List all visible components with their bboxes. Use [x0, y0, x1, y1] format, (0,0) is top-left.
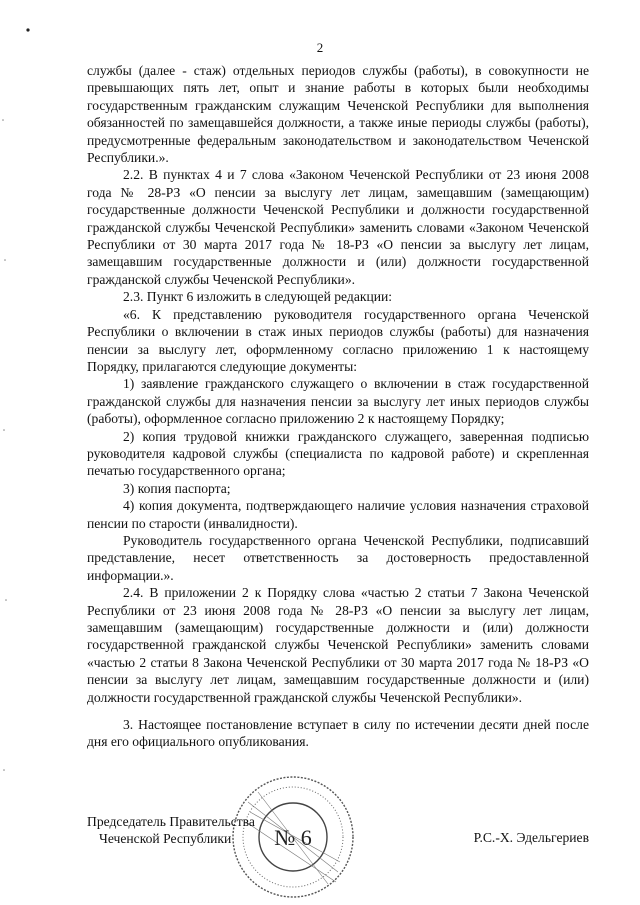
paragraph: 2.2. В пунктах 4 и 7 слова «Законом Чеченской Республики от 23 июня 2008 года № 28-РЗ «О пенсии за выслугу лет лицам, замещавшим (замещающим) государственные должности Чеченской Республики и должности государственной гражданской службы Чеченской Республики» заменить словами «Законом Чеченской Республики от 30 марта 2017 года № 18-РЗ «О пенсии за выслугу лет лицам, замещавшим государственные должности и (или) должности государственной гражданской службы Чеченской Республики».: [87, 167, 589, 287]
paragraph: 1) заявление гражданского служащего о включении в стаж государственной гражданской службы для назначения пенсии за выслугу лет иных периодов службы (работы), оформленное согласно приложению 2 к настоящему Порядку;: [87, 376, 589, 427]
paragraph: 3) копия паспорта;: [123, 480, 231, 496]
paragraph: Руководитель государственного органа Чеченской Республики, подписавший представление, несет ответственность за достоверность предоставленной информации.».: [87, 532, 589, 583]
paragraph: «6. К представлению руководителя государственного органа Чеченской Республики о включении в стаж иных периодов службы (работы) для назначения пенсии за выслугу лет, оформленному согласно приложению 1 к настоящему Порядку, прилагаются следующие документы:: [87, 306, 589, 374]
scan-edge-marks: [0, 0, 40, 905]
paragraph: службы (далее - стаж) отдельных периодов службы (работы), в совокупности не превышающих пять лет, опыт и знание работы в которых были необходимы государственным гражданским служащим Чеченской Республики для выполнения обязанностей по замещавшейся должности, а также иные периоды службы (работы), предусмотренные федеральным законодательством и законодательством Чеченской Республики.».: [87, 63, 589, 166]
signatory-name: Р.С.-Х. Эдельгериев: [473, 830, 589, 845]
seal-number: № 6: [274, 825, 312, 850]
position-line-2: Чеченской Республики: [99, 831, 232, 846]
position-line-1: Председатель Правительства: [87, 814, 255, 829]
document-body: [87, 62, 589, 751]
paragraph: 2.4. В приложении 2 к Порядку слова «частью 2 статьи 7 Закона Чеченской Республики от 23 июня 2008 года № 28-РЗ «О пенсии за выслугу лет лицам, замещавшим (замещающим) государственные должности и (или) должности государственной гражданской службы Чеченской Республики» заменить словами «частью 2 статьи 8 Закона Чеченской Республики от 30 марта 2017 года № 18-РЗ «О пенсии за выслугу лет лицам, замещавшим государственные должности и (или) должности государственной гражданской службы Чеченской Республики».: [87, 585, 589, 705]
page-number: 2: [316, 40, 324, 55]
signatory-position: [87, 813, 255, 847]
paragraph: 2.3. Пункт 6 изложить в следующей редакции:: [123, 289, 393, 305]
signature-block: [87, 813, 589, 863]
paragraph: 3. Настоящее постановление вступает в силу по истечении десяти дней после дня его официального опубликования.: [87, 717, 589, 750]
paragraph: 4) копия документа, подтверждающего наличие условия назначения страховой пенсии по старости (инвалидности).: [87, 498, 589, 531]
paragraph: 2) копия трудовой книжки гражданского служащего, заверенная подписью руководителя кадровой службы (специалиста по кадровой работе) и скрепленная печатью государственного органа;: [87, 428, 589, 479]
